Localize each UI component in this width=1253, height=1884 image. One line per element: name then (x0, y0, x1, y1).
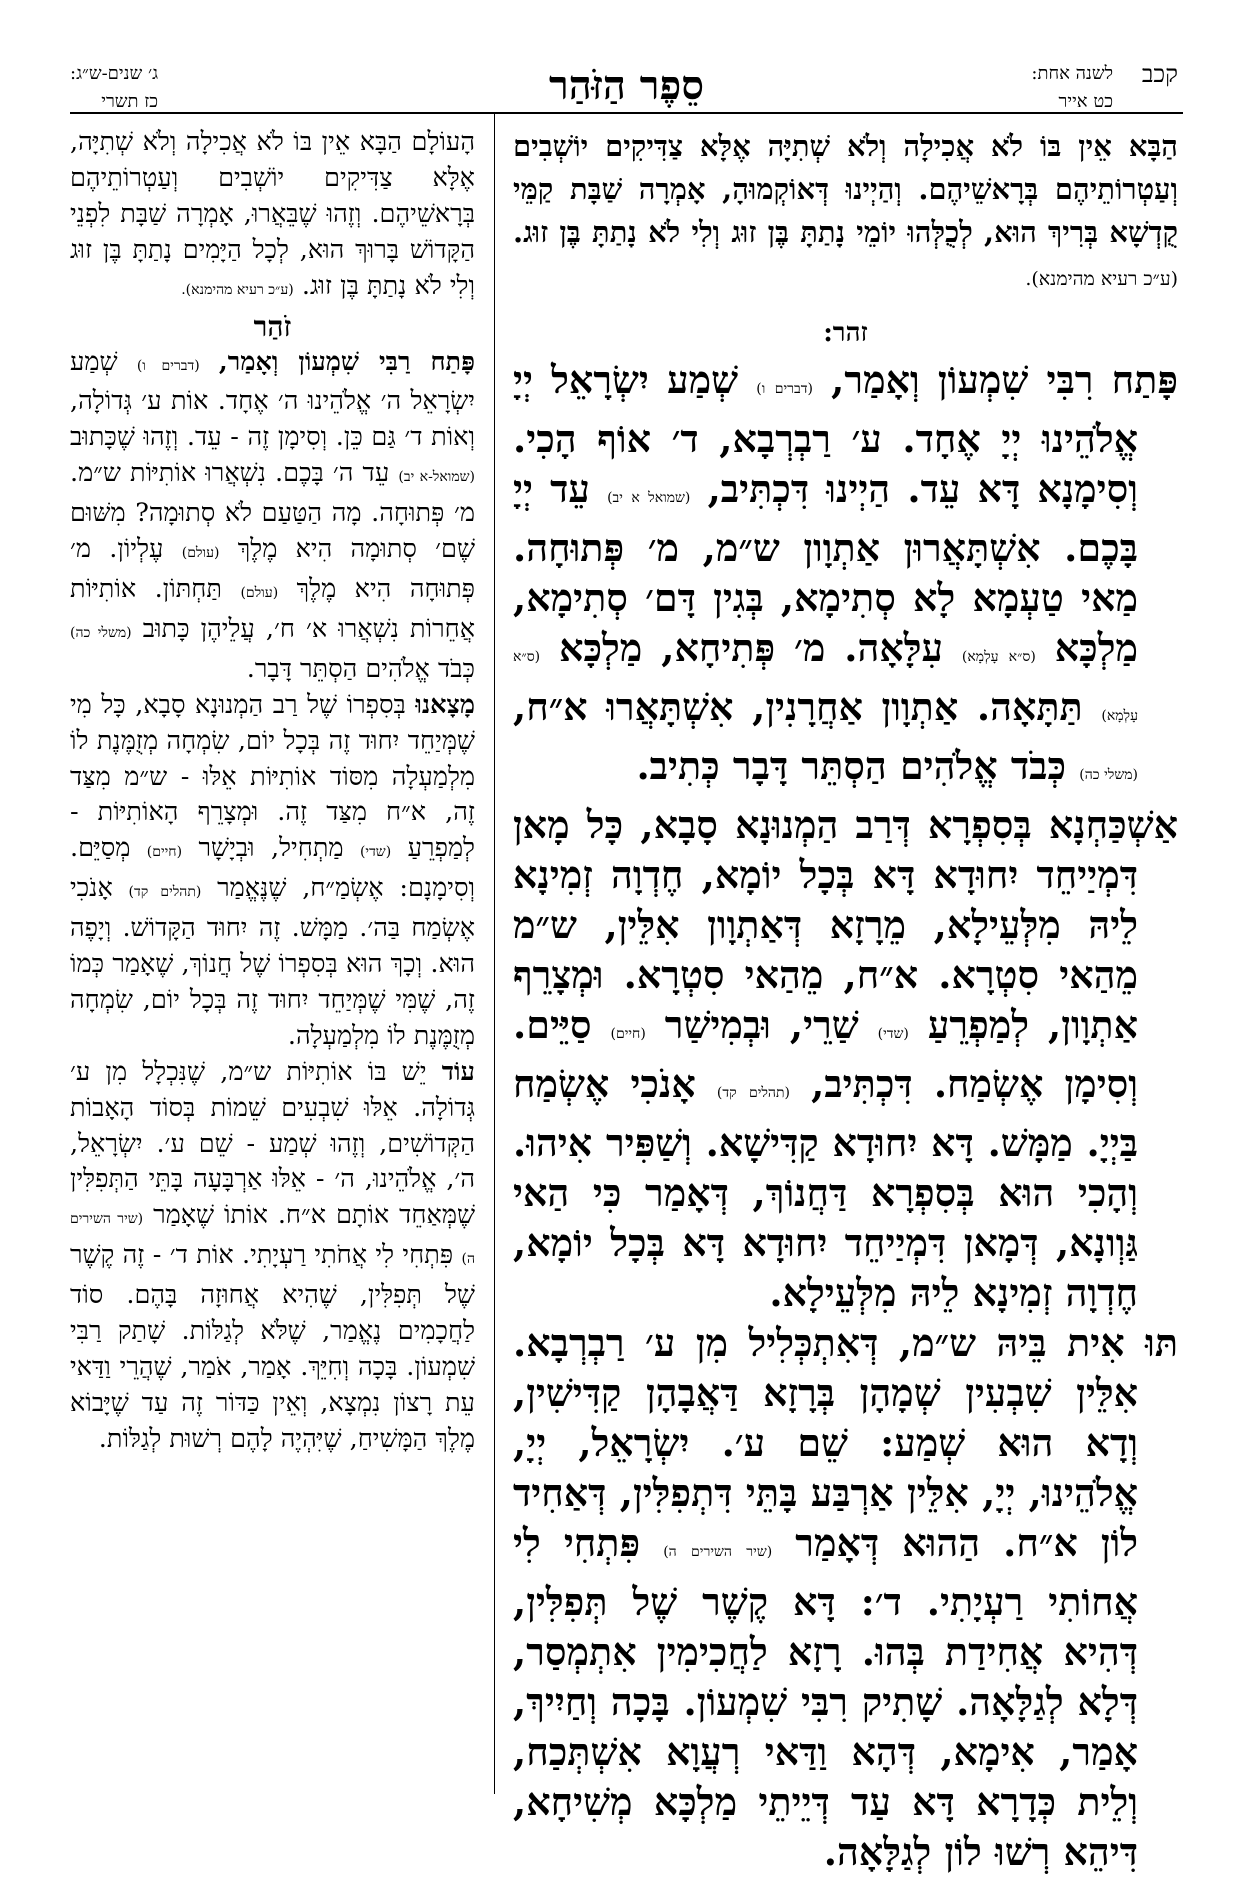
note: (שדי) (359, 844, 392, 861)
text: מָצָאנוּ (415, 689, 476, 720)
text: שַׁרֵי, וּבְמִישַׁר (664, 1002, 859, 1047)
verse-reference: (שיר השירים ה) (663, 1544, 773, 1560)
text: תּוּ אִית בֵּיהּ ש״מ, דְּאִתְכְּלִיל מִן ע׳ רַבְרְבָא. אִלֵּין שִׁבְעִין שְׁמָהָן בְּרָזָא דַּאֲבָהָן קַדִּישִׁין, וְדָא הוּא שְׁמַע: שֵׁם ע׳. יִשְׂרָאֵל, יְיָ, אֱלֹהֵינוּ, יְיָ, אִלֵּין אַרְבַּע בָּתֵּי דִּתְפִלִּין, דְּאַחִיד לוֹן א״ח. הַהוּא דְּאָמַר (513, 1320, 1178, 1565)
note: (עולם) (181, 545, 220, 562)
schedule-label: לשנה אחת: (1031, 63, 1113, 84)
verse-reference: (שמואל א יב) (607, 490, 691, 506)
note: (שדי) (877, 1026, 909, 1042)
text: עֵד ה׳ בָּכֶם. נִשְׁאֲרוּ אוֹתִיּוֹת ש״מ. מ׳ פְּתוּחָה. מָה הַטַּעַם לֹא סְתוּמָה? מִשּׁוּם שֶׁם׳ סְתוּמָה הִיא מֶלֶךְ (70, 458, 475, 565)
page-number: קכב (1141, 60, 1178, 88)
text: אַשְׁכַּחְנָא בְּסִפְרָא דְּרַב הַמְנוּנָא סָבָא, כָּל מָאן דִּמְיַיחֵד יִחוּדָא דָּא בְּכָל יוֹמָא, חֶדְוָה זְמִינָא לֵיהּ מִלְּעֵילָא, מֵרָזָא דְּאַתְוָון אִלֵּין, ש״מ מֵהַאי סִטְרָא. א״ח, מֵהַאי סִטְרָא. וּמְצָרֵף אַתְוָון, לְמַפְרֵעַ (513, 802, 1178, 1047)
text: כְּבֹד אֱלֹהִים הַסְתֵּר דָּבָר. (246, 653, 475, 684)
text: הַבָּא אֵין בּוֹ לֹא אֲכִילָה וְלֹא שְׁתִיָּה אֶלָּא צַדִּיקִים יוֹשְׁבִים וְעַטְרוֹתֵיהֶם בְּרָאשֵׁיהֶם. וְהַיְינוּ דְּאוֹקְמוּהָ, אָמְרָה שַׁבָּת קַמֵּי קֻדְשָׁא בְּרִיךְ הוּא, לְכֻלְּהוּ יוֹמֵי נָתַתָּ בֶּן זוּג וְלִי לֹא נָתַתָּ בֶּן זוּג. (513, 129, 1178, 249)
verse-reference: (תהלים קד) (716, 1085, 790, 1101)
schedule-label: ג׳ שנים-ש״ג: (70, 63, 159, 84)
text: פָּתַח רַבִּי שִׁמְעוֹן וְאָמַר, (218, 346, 475, 377)
text: שְׁמַע יִשְׂרָאֵל ה׳ אֱלֹהֵינוּ ה׳ אֶחָד. אוֹת ע׳ גְּדוֹלָה, וְאוֹת ד׳ גַּם כֵּן. וְסִימָן זֶה - עֵד. וְזֶהוּ שֶׁכָּתוּב (70, 346, 475, 453)
text: פִּתְחִי לִי אֲחֹתִי רַעְיָתִי. אוֹת ד׳ - זֶה קֶשֶׁר שֶׁל תְּפִלִּין, שֶׁהִיא אֲחוּזָה בָּהֶם. סוֹד לַחֲכָמִים נֶאֱמַר, שֶׁלֹּא לְגַלּוֹת. שָׁתַק רַבִּי שִׁמְעוֹן. בָּכָה וְחִיֵּךְ. אָמַר, אֹמַר, שֶׁהֲרֵי וַדַּאי עֵת רָצוֹן נִמְצָא, וְאֵין כַּדּוֹר זֶה עַד שֶׁיָּבוֹא מֶלֶךְ הַמָּשִׁיחַ, שֶׁיִּהְיֶה לָהֶם רְשׁוּת לְגַלּוֹת. (70, 1240, 475, 1454)
text: אָנֹכִי אֶשְׂמַח בַּה׳. מַמָּשׁ. זֶה יִחוּד הַקָּדוֹשׁ. וְיָפֶה הוּא. וְכָךְ הוּא בְּסִפְרוֹ שֶׁל חֲנוֹךְ, שֶׁאָמַר כְּמוֹ זֶה, שֶׁמִּי שֶׁמְּיַחֵד יִחוּד זֶה בְּכָל יוֹם, שִׂמְחָה מְזֻמֶּנֶת לוֹ מִלְמַעְלָה. (70, 873, 475, 1051)
verse-reference: (משלי כה) (70, 624, 132, 641)
paragraph (70, 1055, 475, 1458)
source-note: (ע״כ רעיא מהימנא). (181, 281, 294, 298)
verse-reference: (דברים ו) (756, 381, 813, 397)
aramaic-column (513, 125, 1178, 1877)
paragraph (70, 125, 475, 309)
note: (חיים) (146, 844, 183, 861)
text: פָּתַח רִבִּי שִׁמְעוֹן וְאָמַר, (831, 357, 1178, 402)
source-note: (ע״כ רעיא מהימנא). (1025, 268, 1178, 290)
verse-reference: (דברים ו) (136, 357, 200, 374)
section-heading: זֹהַר (253, 309, 292, 343)
text: הָעוֹלָם הַבָּא אֵין בּוֹ לֹא אֲכִילָה וְלֹא שְׁתִיָּה, אֶלָּא צַדִּיקִים יוֹשְׁבִים וְעַטְרוֹתֵיהֶם בְּרָאשֵׁיהֶם. וְזֶהוּ שֶׁבֵּאֲרוּ, אָמְרָה שַׁבָּת לִפְנֵי הַקָּדוֹשׁ בָּרוּךְ הוּא, לְכָל הַיָּמִים נָתַתָּ בֶּן זוּג וְלִי לֹא נָתַתָּ בֶּן זוּג. (70, 127, 475, 301)
text: תַּתָּאָה. אַתְוָון אַחֲרָנִין, אִשְׁתָּאֲרוּ א״ח, (513, 684, 1083, 729)
column-divider (494, 114, 495, 1794)
study-schedule-three-year (70, 60, 158, 116)
text: מְסַיֵּם. וְסִימָנָם: אֶשְׂמַ״ח, שֶׁנֶּאֱמַר (70, 833, 475, 904)
text: יֵשׁ בּוֹ אוֹתִיּוֹת ש״מ, שֶׁנִּכְלָל מִן ע׳ גְּדוֹלָה. אֵלּוּ שִׁבְעִים שֵׁמוֹת בְּסוֹד הָאָבוֹת הַקְּדוֹשִׁים, וְזֶהוּ שְׁמַע - שֵׁם ע׳. יִשְׂרָאֵל, ה׳, אֱלֹהֵינוּ, ה׳ - אֵלּוּ אַרְבָּעָה בָּתֵּי הַתְּפִלִּין שֶׁמְּאַחֵד אוֹתָם א״ח. אוֹתוֹ שֶׁאָמַר (70, 1056, 475, 1231)
paragraph (70, 345, 475, 688)
schedule-date: כז תשרי (101, 91, 159, 112)
variant-note: (ס״א עָלְמָא) (961, 649, 1036, 665)
paragraph (70, 688, 475, 1055)
verse-reference: (תהלים קד) (128, 884, 202, 901)
text: תַּחְתּוֹן. אוֹתִיּוֹת אֲחֵרוֹת נִשְׁאֲרוּ א׳ ח׳, עֲלֵיהֶן כָּתוּב (70, 573, 476, 644)
paragraph (513, 125, 1178, 301)
paragraph (513, 1318, 1178, 1877)
text: סַיֵּים. וְסִימָן אֶשְׂמַח. דִּכְתִּיב, (513, 1002, 1139, 1106)
variant-note: (ס״א עָלְמָא) (513, 649, 1138, 724)
paragraph (513, 355, 1178, 800)
text: עֵד יְיָ בָּכֶם. אִשְׁתָּאֲרוּן אַתְוָון ש״מ, מ׳ פְּתוּחָה. מַאי טַעְמָא לָא סְתִימָא, בְּגִין דָּם׳ סְתִימָא, מַלְכָּא (513, 466, 1139, 670)
header-rule (70, 112, 1183, 114)
note: (חיים) (610, 1026, 646, 1042)
page-header (0, 60, 1253, 118)
text: עוֹד (441, 1056, 475, 1087)
text: בְּסִפְרוֹ שֶׁל רַב הַמְנוּנָא סָבָא, כָּל מִי שֶׁמְּיַחֵד יִחוּד זֶה בְּכָל יוֹם, שִׂמְחָה מְזֻמֶּנֶת לוֹ מִלְמַעְלָה מִסּוֹד אוֹתִיּוֹת אֵלּוּ - ש״מ מִצַּד זֶה, א״ח מִצַּד זֶה. וּמְצָרֵף הָאוֹתִיּוֹת - לְמַפְרֵעַ (70, 689, 475, 864)
text: מַתְחִיל, וּבְיָשָׁר (198, 833, 344, 864)
text: כְּבֹד אֱלֹהִים הַסְתֵּר דָּבָר כְּתִיב. (636, 743, 1067, 788)
text: אָנֹכִי אֶשְׂמַח בַּיְיָ. מַמָּשׁ. דָּא יִחוּדָא קַדִּישָׁא. וְשַׁפִּיר אִיהוּ. וְהָכִי הוּא בְּסִפְרָא דַּחֲנוֹךְ, דְּאָמַר כִּי הַאי גַּוְונָא, דְּמָאן דִּמְיַיחֵד יִחוּדָא דָּא בְּכָל יוֹמָא, חֶדְוָה זְמִינָא לֵיהּ מִלְּעֵילָא. (513, 1061, 1138, 1315)
text: עִלָּאָה. מ׳ פְּתִיחָא, מַלְכָּא (559, 625, 944, 670)
book-title: סֵפֶר הַזֹּהַר (549, 62, 704, 109)
verse-reference: (משלי כה) (1079, 767, 1138, 783)
verse-reference: (שיר השירים ה) (70, 1211, 476, 1268)
text: פִּתְחִי לִי אֲחוֹתִי רַעְיָתִי. ד׳: דָּא קֶשֶׁר שֶׁל תְּפִלִּין, דְּהִיא אֲחִידַת בְּהוּ. רָזָא לַחֲכִימִין אִתְמְסַר, דְּלָא לְגַלָּאָה. שָׁתִיק רִבִּי שִׁמְעוֹן. בָּכָה וְחַיִיךְ, אָמַר, אִימָא, דְּהָא וַדַּאי רְעֲוָא אִשְׁתְּכַח, וְלֵית כְּדָרָא דָּא עַד דְּיֵיתֵי מַלְכָּא מְשִׁיחָא, דִּיהֵא רְשׁוּ לוֹן לְגַלָּאָה. (513, 1520, 1138, 1874)
note: (עולם) (240, 584, 279, 601)
paragraph (513, 800, 1178, 1318)
text: עֶלְיוֹן. מ׳ פְּתוּחָה הִיא מֶלֶךְ (70, 534, 476, 604)
schedule-date: כט אייר (1058, 91, 1113, 112)
text: שְׁמַע יִשְׂרָאֵל יְיָ אֱלֹהֵינוּ יְיָ אֶחָד. ע׳ רַבְרְבָא, ד׳ אוֹף הָכִי. וְסִימָנָא דָּא עֵד. הַיְינוּ דִּכְתִּיב, (513, 357, 1138, 511)
verse-reference: (שמואל-א יב) (398, 469, 476, 486)
hebrew-translation-column (70, 125, 475, 1458)
section-heading: זהר: (823, 318, 868, 348)
